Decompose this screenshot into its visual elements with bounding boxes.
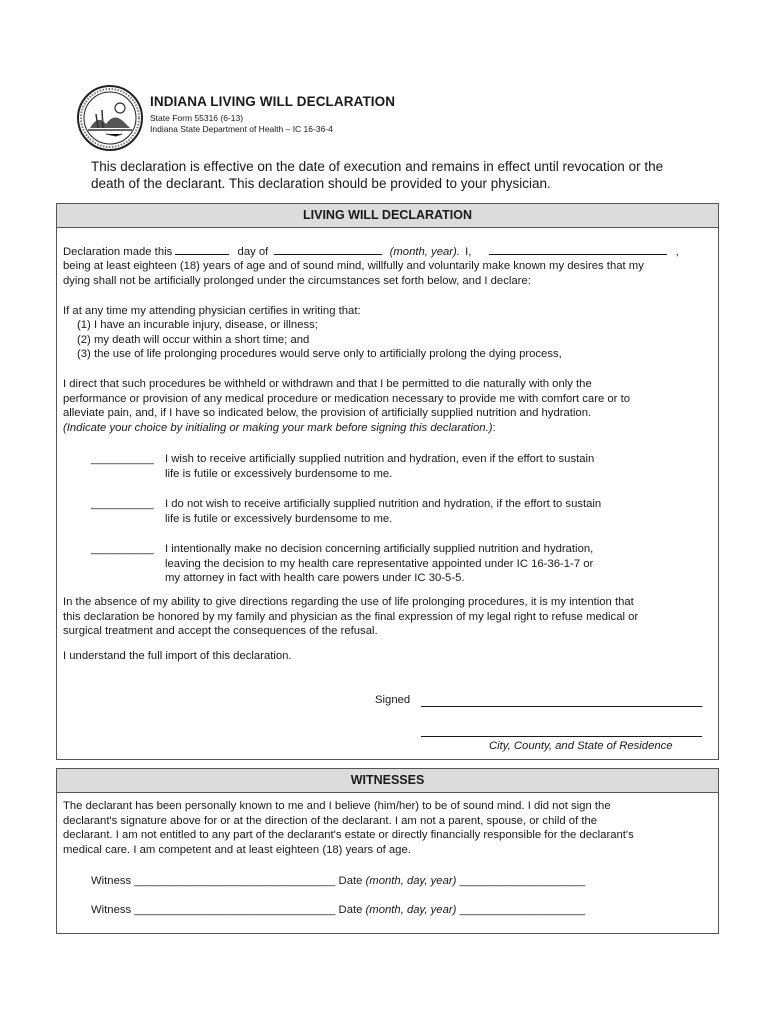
- condition-item: (3) the use of life prolonging procedures would serve only to artificially prolong the dying process,: [77, 348, 562, 360]
- text-line: surgical treatment and accept the consequences of the refusal.: [63, 625, 378, 637]
- day-field[interactable]: [175, 243, 229, 255]
- intro-line: This declaration is effective on the date of execution and remains in effect until revocation or the: [91, 159, 664, 174]
- date-format-label: (month, day, year): [365, 875, 457, 887]
- instruction-colon: :: [492, 422, 496, 434]
- witness-2-date-field[interactable]: ____________________: [459, 904, 586, 916]
- instruction-text: (Indicate your choice by initialing or making your mark before signing this declaration.): [63, 422, 493, 434]
- date-format-label: (month, day, year): [365, 904, 457, 916]
- witnesses-section: [56, 768, 719, 934]
- form-number: State Form 55316 (6-13): [150, 113, 244, 123]
- option-text: my attorney in fact with health care powers under IC 30-5-5.: [165, 572, 465, 584]
- declaration-made-line: [63, 243, 679, 260]
- intro-text: [91, 158, 711, 192]
- condition-item: (1) I have an incurable injury, disease, or illness;: [77, 319, 318, 331]
- option-text: leaving the decision to my health care representative appointed under IC 16-36-1-7 or: [165, 558, 594, 570]
- witnesses-heading: WITNESSES: [57, 769, 718, 793]
- indiana-state-seal: [76, 84, 144, 152]
- text-line: alleviate pain, and, if I have so indicated below, the provision of artificially supplied nutrition and hydration.: [63, 407, 592, 419]
- option-3-initial-field[interactable]: __________: [91, 543, 154, 555]
- text-line: The declarant has been personally known to me and I believe (him/her) to be of sound mind. I did not sign the: [63, 800, 611, 812]
- intro-line: death of the declarant. This declaration should be provided to your physician.: [91, 176, 551, 191]
- declarant-name-field[interactable]: [489, 243, 667, 255]
- declaration-heading: LIVING WILL DECLARATION: [57, 204, 718, 228]
- option-text: I do not wish to receive artificially supplied nutrition and hydration, if the effort to sustain: [165, 498, 602, 510]
- text-line: medical care. I am competent and at least eighteen (18) years of age.: [63, 844, 411, 856]
- text-line: I direct that such procedures be withheld or withdrawn and that I be permitted to die naturally with only the: [63, 378, 592, 390]
- option-2-initial-field[interactable]: __________: [91, 498, 154, 510]
- witness-row-1: [91, 874, 585, 889]
- comma: ,: [675, 246, 679, 258]
- signed-label: Signed: [375, 694, 411, 706]
- department: Indiana State Department of Health – IC 16-36-4: [150, 124, 333, 134]
- signature-field[interactable]: [421, 706, 702, 707]
- day-of-label: day of: [237, 246, 269, 258]
- text-line: dying shall not be artificially prolonged under the circumstances set forth below, and I declare:: [63, 275, 531, 287]
- text-line: In the absence of my ability to give directions regarding the use of life prolonging procedures, it is my intention that: [63, 596, 634, 608]
- i-label: I,: [465, 246, 472, 258]
- option-1-initial-field[interactable]: __________: [91, 453, 154, 465]
- option-text: life is futile or excessively burdensome to me.: [165, 513, 393, 525]
- residence-field[interactable]: [421, 736, 702, 737]
- witness-2-signature-field[interactable]: ________________________________: [134, 904, 336, 916]
- date-label: Date: [338, 875, 363, 887]
- witness-label: Witness: [91, 875, 132, 887]
- instruction-line: [63, 421, 496, 436]
- text-line: If at any time my attending physician certifies in writing that:: [63, 305, 361, 317]
- option-text: I wish to receive artificially supplied nutrition and hydration, even if the effort to sustain: [165, 453, 595, 465]
- text-line: being at least eighteen (18) years of age and of sound mind, willfully and voluntarily make known my desires that my: [63, 260, 644, 272]
- declaration-section: [56, 203, 719, 760]
- made-this-label: Declaration made this: [63, 246, 173, 258]
- witness-label: Witness: [91, 904, 132, 916]
- text-line: performance or provision of any medical procedure or medication necessary to provide me with comfort care or to: [63, 393, 630, 405]
- date-label: Date: [338, 904, 363, 916]
- condition-item: (2) my death will occur within a short time; and: [77, 334, 310, 346]
- witness-row-2: [91, 903, 585, 918]
- form-title: INDIANA LIVING WILL DECLARATION: [150, 94, 396, 109]
- text-line: this declaration be honored by my family and physician as the final expression of my legal right to refuse medical or: [63, 611, 639, 623]
- witness-1-date-field[interactable]: ____________________: [459, 875, 586, 887]
- text-line: declarant. I am not entitled to any part of the declarant's estate or directly financially responsible for the declarant's: [63, 829, 634, 841]
- option-text: I intentionally make no decision concerning artificially supplied nutrition and hydration,: [165, 543, 594, 555]
- month-year-label: (month, year).: [389, 246, 460, 258]
- month-year-field[interactable]: [274, 243, 382, 255]
- witness-1-signature-field[interactable]: ________________________________: [134, 875, 336, 887]
- text-line: declarant's signature above for or at the direction of the declarant. I am not a parent, spouse, or child of the: [63, 815, 598, 827]
- understand-line: I understand the full import of this declaration.: [63, 650, 292, 662]
- option-text: life is futile or excessively burdensome to me.: [165, 468, 393, 480]
- residence-label: City, County, and State of Residence: [489, 740, 673, 752]
